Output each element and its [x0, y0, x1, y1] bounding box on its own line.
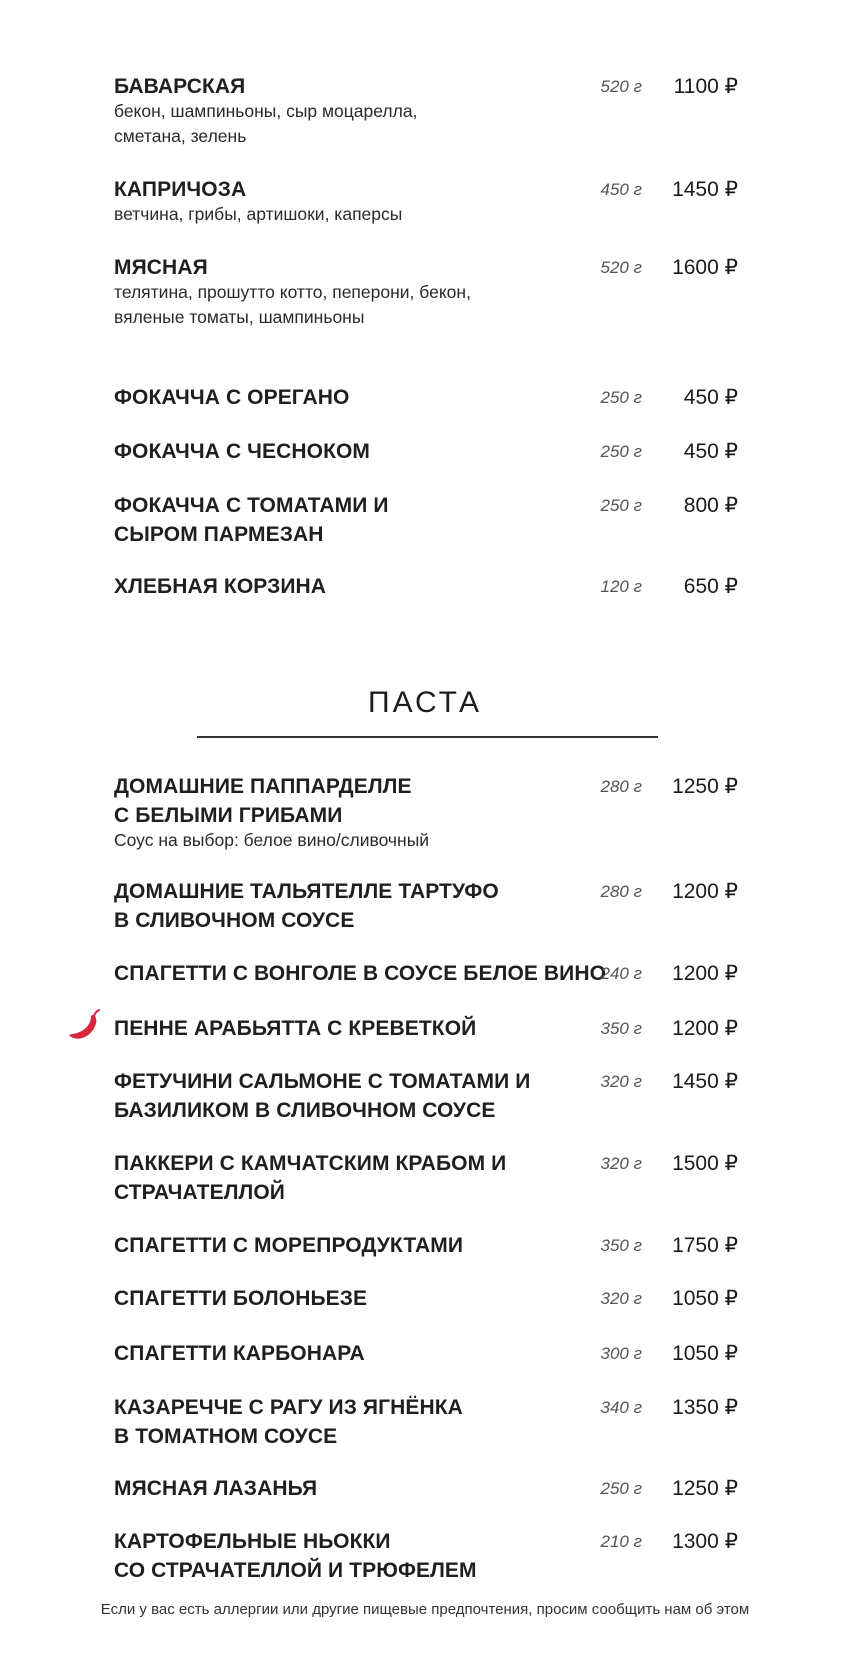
item-title	[114, 1284, 594, 1313]
item-weight: 320 г	[600, 1154, 642, 1173]
title-line: ДОМАШНИЕ ПАППАРДЕЛЛЕ	[114, 775, 412, 798]
title-line: КАРТОФЕЛЬНЫЕ НЬОККИ	[114, 1530, 391, 1553]
item-price: 1450 ₽	[672, 1070, 738, 1093]
item-price: 1050 ₽	[672, 1342, 738, 1365]
title-line: КАПРИЧОЗА	[114, 178, 247, 201]
item-weight: 120 г	[600, 577, 642, 596]
title-line: ПЕННЕ АРАБЬЯТТА С КРЕВЕТКОЙ	[114, 1017, 477, 1040]
item-description	[114, 202, 594, 227]
item-title	[114, 437, 594, 466]
title-line: ФЕТУЧИНИ САЛЬМОНЕ С ТОМАТАМИ И	[114, 1070, 531, 1093]
item-price: 1250 ₽	[672, 1477, 738, 1500]
desc-line: сметана, зелень	[114, 126, 247, 146]
title-line: КАЗАРЕЧЧЕ С РАГУ ИЗ ЯГНЁНКА	[114, 1396, 463, 1419]
item-weight: 450 г	[600, 180, 642, 199]
item-weight: 520 г	[600, 258, 642, 277]
item-weight: 280 г	[600, 882, 642, 901]
item-weight: 250 г	[600, 1479, 642, 1498]
title-line: МЯСНАЯ	[114, 256, 208, 279]
item-title	[114, 1527, 594, 1585]
section-divider	[197, 736, 658, 738]
title-line: БАВАРСКАЯ	[114, 75, 246, 98]
item-price: 1100 ₽	[673, 75, 738, 98]
title-line: СТРАЧАТЕЛЛОЙ	[114, 1181, 286, 1204]
item-title	[114, 772, 594, 830]
item-weight: 350 г	[600, 1236, 642, 1255]
title-line: СПАГЕТТИ КАРБОНАРА	[114, 1342, 365, 1365]
title-line: ФОКАЧЧА С ОРЕГАНО	[114, 386, 350, 409]
item-title	[114, 383, 594, 412]
desc-line: телятина, прошутто котто, пеперони, бекон,	[114, 282, 471, 302]
item-title	[114, 572, 594, 601]
item-weight: 320 г	[600, 1289, 642, 1308]
item-title	[114, 959, 607, 988]
item-price: 450 ₽	[683, 440, 738, 463]
desc-line: бекон, шампиньоны, сыр моцарелла,	[114, 101, 418, 121]
item-weight: 520 г	[600, 77, 642, 96]
item-price: 1200 ₽	[672, 880, 738, 903]
title-line: В СЛИВОЧНОМ СОУСЕ	[114, 909, 355, 932]
title-line: ФОКАЧЧА С ТОМАТАМИ И	[114, 494, 389, 517]
allergy-note: Если у вас есть аллергии или другие пищевые предпочтения, просим сообщить нам об этом	[100, 1601, 750, 1618]
title-line: СПАГЕТТИ С ВОНГОЛЕ В СОУСЕ БЕЛОЕ ВИНО	[114, 962, 607, 985]
item-weight: 340 г	[600, 1398, 642, 1417]
item-price: 1050 ₽	[672, 1287, 738, 1310]
item-title	[114, 1149, 594, 1207]
item-title	[114, 175, 594, 204]
item-price: 1250 ₽	[672, 775, 738, 798]
item-title	[114, 1474, 594, 1503]
item-description	[114, 280, 594, 330]
item-title	[114, 1067, 594, 1125]
item-price: 450 ₽	[683, 386, 738, 409]
title-line: СПАГЕТТИ С МОРЕПРОДУКТАМИ	[114, 1234, 464, 1257]
item-description	[114, 828, 594, 853]
title-line: ДОМАШНИЕ ТАЛЬЯТЕЛЛЕ ТАРТУФО	[114, 880, 499, 903]
title-line: С БЕЛЫМИ ГРИБАМИ	[114, 804, 343, 827]
item-title	[114, 1339, 594, 1368]
title-line: СО СТРАЧАТЕЛЛОЙ И ТРЮФЕЛЕМ	[114, 1559, 477, 1582]
title-line: СПАГЕТТИ БОЛОНЬЕЗЕ	[114, 1287, 368, 1310]
chili-pepper-icon	[66, 1008, 102, 1044]
item-weight: 240 г	[600, 964, 642, 983]
item-title	[114, 877, 594, 935]
item-price: 1200 ₽	[672, 1017, 738, 1040]
item-description	[114, 99, 594, 149]
item-price: 1600 ₽	[672, 256, 738, 279]
item-weight: 250 г	[600, 388, 642, 407]
title-line: БАЗИЛИКОМ В СЛИВОЧНОМ СОУСЕ	[114, 1099, 496, 1122]
title-line: СЫРОМ ПАРМЕЗАН	[114, 523, 324, 546]
item-weight: 280 г	[600, 777, 642, 796]
desc-line: Соус на выбор: белое вино/сливочный	[114, 830, 430, 850]
item-title	[114, 72, 594, 101]
item-price: 1500 ₽	[672, 1152, 738, 1175]
item-weight: 350 г	[600, 1019, 642, 1038]
title-line: ПАККЕРИ С КАМЧАТСКИМ КРАБОМ И	[114, 1152, 507, 1175]
item-title	[114, 1014, 594, 1043]
title-line: ФОКАЧЧА С ЧЕСНОКОМ	[114, 440, 371, 463]
item-price: 800 ₽	[683, 494, 738, 517]
item-price: 650 ₽	[683, 575, 738, 598]
item-weight: 250 г	[600, 496, 642, 515]
item-weight: 210 г	[600, 1532, 642, 1551]
title-line: МЯСНАЯ ЛАЗАНЬЯ	[114, 1477, 318, 1500]
desc-line: вяленые томаты, шампиньоны	[114, 307, 365, 327]
item-weight: 250 г	[600, 442, 642, 461]
section-title-pasta: ПАСТА	[368, 686, 482, 719]
item-price: 1300 ₽	[672, 1530, 738, 1553]
item-price: 1350 ₽	[672, 1396, 738, 1419]
item-weight: 300 г	[600, 1344, 642, 1363]
item-price: 1450 ₽	[672, 178, 738, 201]
item-title	[114, 1231, 594, 1260]
item-title	[114, 253, 594, 282]
item-title	[114, 491, 594, 549]
item-price: 1750 ₽	[672, 1234, 738, 1257]
title-line: ХЛЕБНАЯ КОРЗИНА	[114, 575, 327, 598]
item-title	[114, 1393, 594, 1451]
item-weight: 320 г	[600, 1072, 642, 1091]
item-price: 1200 ₽	[672, 962, 738, 985]
title-line: В ТОМАТНОМ СОУСЕ	[114, 1425, 338, 1448]
desc-line: ветчина, грибы, артишоки, каперсы	[114, 204, 403, 224]
